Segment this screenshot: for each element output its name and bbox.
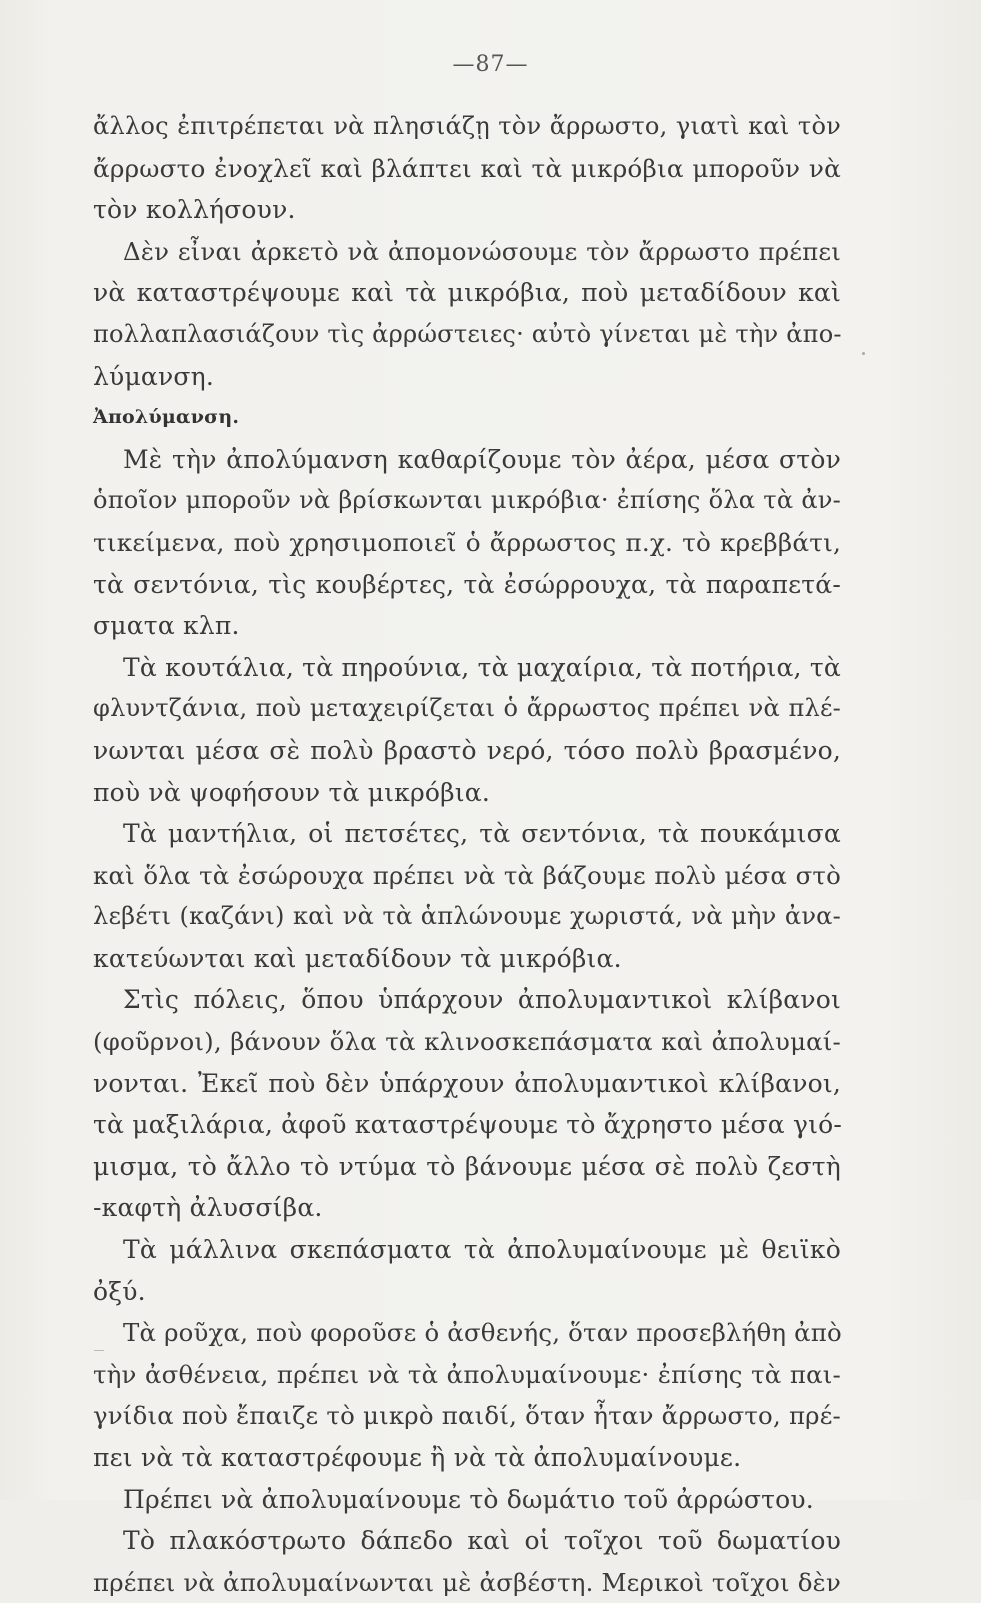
text-line: φλυντζάνια, ποὺ μεταχειρίζεται ὁ ἄρρωστος πρέπει νὰ πλέ- xyxy=(93,694,841,723)
text-line: νὰ καταστρέψουμε καὶ τὰ μικρόβια, ποὺ μεταδίδουν καὶ xyxy=(93,278,841,308)
text-line: λύμανση. xyxy=(93,361,214,391)
text-line: Πρέπει νὰ ἀπολυμαίνουμε τὸ δωμάτιο τοῦ ἀρρώστου. xyxy=(123,1484,814,1514)
text-line: γνίδια ποὺ ἔπαιζε τὸ μικρὸ παιδί, ὅταν ἦταν ἄρρωστο, πρέ- xyxy=(93,1401,841,1431)
margin-mark xyxy=(94,1350,104,1351)
text-line: Τὰ μάλλινα σκεπάσματα τὰ ἀπολυμαίνουμε μὲ θειϊκὸ xyxy=(123,1235,841,1265)
text-line: -καφτὴ ἀλυσσίβα. xyxy=(93,1193,323,1223)
text-line: νονται. Ἐκεῖ ποὺ δὲν ὑπάρχουν ἀπολυμαντικοὶ κλίβανοι, xyxy=(93,1068,841,1098)
text-line: μισμα, τὸ ἄλλο τὸ ντύμα τὸ βάνουμε μέσα σὲ πολὺ ζεστὴ xyxy=(93,1151,841,1181)
text-line: τὰ σεντόνια, τὶς κουβέρτες, τὰ ἐσώρρουχα, τὰ παραπετά- xyxy=(93,569,841,599)
text-line: λεβέτι (καζάνι) καὶ νὰ τὰ ἁπλώνουμε χωριστά, νὰ μὴν ἀνα- xyxy=(93,902,841,931)
text-line: ἄρρωστο ἐνοχλεῖ καὶ βλάπτει καὶ τὰ μικρόβια μποροῦν νὰ xyxy=(93,153,841,183)
text-line: ὁποῖον μποροῦν νὰ βρίσκωνται μικρόβια· ἐπίσης ὅλα τὰ ἀν- xyxy=(93,486,841,515)
text-line: ὀξύ. xyxy=(93,1276,146,1306)
text-line: Τὰ μαντήλια, οἱ πετσέτες, τὰ σεντόνια, τὰ πουκάμισα xyxy=(123,819,841,849)
text-line: καὶ ὅλα τὰ ἐσώρουχα πρέπει νὰ τὰ βάζουμε πολὺ μέσα στὸ xyxy=(93,860,841,890)
text-line: Τὰ κουτάλια, τὰ πηρούνια, τὰ μαχαίρια, τὰ ποτήρια, τὰ xyxy=(123,652,841,682)
text-line: τὴν ἀσθένεια, πρέπει νὰ τὰ ἀπολυμαίνουμε· ἐπίσης τὰ παι- xyxy=(93,1359,841,1389)
text-line: πει νὰ τὰ καταστρέφουμε ἢ νὰ τὰ ἀπολυμαίνουμε. xyxy=(93,1443,742,1472)
text-line: Τὰ ροῦχα, ποὺ φοροῦσε ὁ ἀσθενής, ὅταν προσεβλήθη ἀπὸ xyxy=(123,1318,842,1348)
paper-speck xyxy=(862,352,865,355)
section-heading: Ἀπολύμανση. xyxy=(93,406,240,429)
text-line: πολλαπλασιάζουν τὶς ἀρρώστειες· αὐτὸ γίνεται μὲ τὴν ἀπο- xyxy=(93,319,842,348)
text-line: τὰ μαξιλάρια, ἀφοῦ καταστρέψουμε τὸ ἄχρηστο μέσα γιό- xyxy=(93,1110,843,1140)
text-line: Μὲ τὴν ἀπολύμανση καθαρίζουμε τὸν ἀέρα, μέσα στὸν xyxy=(123,444,841,474)
text-line: Τὸ πλακόστρωτο δάπεδο καὶ οἱ τοῖχοι τοῦ δωματίου xyxy=(123,1526,841,1556)
text-line: (φοῦρνοι), βάνουν ὅλα τὰ κλινοσκεπάσματα καὶ ἀπολυμαί- xyxy=(93,1027,841,1057)
text-line: σματα κλπ. xyxy=(93,611,240,641)
text-line: ποὺ νὰ ψοφήσουν τὰ μικρόβια. xyxy=(93,777,491,807)
text-line: τικείμενα, ποὺ χρησιμοποιεῖ ὁ ἄρρωστος π.χ. τὸ κρεββάτι, xyxy=(93,527,841,557)
text-line: νωνται μέσα σὲ πολὺ βραστὸ νερό, τόσο πολὺ βρασμένο, xyxy=(93,735,841,765)
text-line: κατεύωνται καὶ μεταδίδουν τὰ μικρόβια. xyxy=(93,943,622,973)
text-line: τὸν κολλήσουν. xyxy=(93,195,296,225)
text-line: πρέπει νὰ ἀπολυμαίνωνται μὲ ἀσβέστη. Μερικοὶ τοῖχοι δὲν xyxy=(93,1567,841,1597)
text-line: Δὲν εἶναι ἀρκετὸ νὰ ἀπομονώσουμε τὸν ἄρρωστο πρέπει xyxy=(123,236,841,266)
text-line: ἄλλος ἐπιτρέπεται νὰ πλησιάζῃ τὸν ἄρρωστο, γιατὶ καὶ τὸν xyxy=(93,112,841,140)
text-line: Στὶς πόλεις, ὅπου ὑπάρχουν ἀπολυμαντικοὶ κλίβανοι xyxy=(123,985,841,1015)
page-number: —87— xyxy=(452,52,529,77)
body-text xyxy=(93,106,841,1603)
